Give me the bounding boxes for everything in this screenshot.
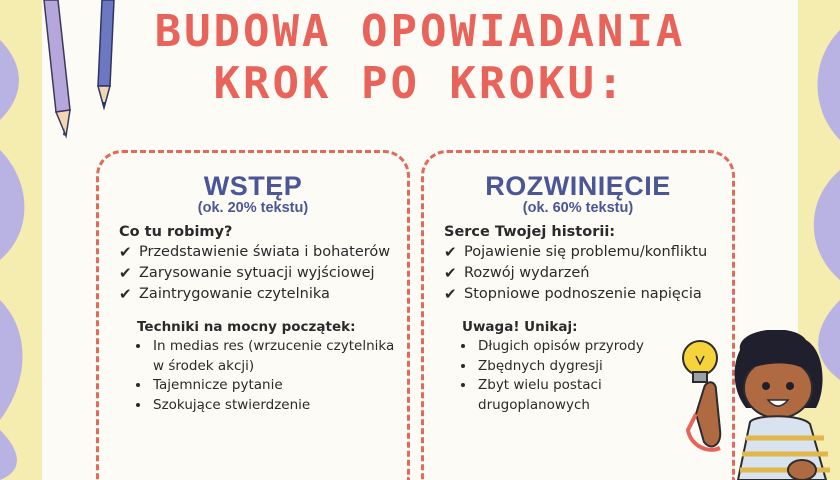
check-icon: ✔ xyxy=(444,285,457,303)
check-item: ✔ Stopniowe podnoszenie napięcia xyxy=(444,285,702,303)
tips-heading: Uwaga! Unikaj: xyxy=(462,319,578,335)
card-lead: Serce Twojej historii: xyxy=(444,224,616,240)
list-item: • Zbyt wielu postaci drugoplanowych xyxy=(476,376,652,415)
check-item: ✔ Rozwój wydarzeń xyxy=(444,264,590,282)
list-item: • Tajemnicze pytanie xyxy=(151,376,407,396)
list-item: • Zbędnych dygresji xyxy=(476,357,652,377)
girl-idea-illustration xyxy=(676,330,840,480)
card-title: ROZWINIĘCIE xyxy=(485,171,671,201)
page-title-line-2: KROK PO KROKU: xyxy=(213,58,627,109)
check-icon: ✔ xyxy=(119,285,132,303)
card-subtitle: (ok. 60% tekstu) xyxy=(522,200,634,216)
check-icon: ✔ xyxy=(444,264,457,282)
check-item: ✔ Zarysowanie sytuacji wyjściowej xyxy=(119,264,375,282)
check-item: ✔ Pojawienie się problemu/konfliktu xyxy=(444,243,708,261)
check-icon: ✔ xyxy=(444,243,457,261)
list-item: • Szokujące stwierdzenie xyxy=(151,396,407,416)
check-icon: ✔ xyxy=(119,264,132,282)
card-subtitle: (ok. 20% tekstu) xyxy=(197,200,309,216)
checklist xyxy=(444,242,732,305)
card-title: WSTĘP xyxy=(203,171,303,201)
lightbulb-icon xyxy=(683,341,717,382)
tips-list xyxy=(466,337,652,415)
card-lead: Co tu robimy? xyxy=(119,224,233,240)
page-title-line-1: BUDOWA OPOWIADANIA xyxy=(154,6,686,57)
check-item: ✔ Przedstawienie świata i bohaterów xyxy=(119,243,391,261)
check-icon: ✔ xyxy=(119,243,132,261)
check-item: ✔ Zaintrygowanie czytelnika xyxy=(119,285,330,303)
tips-heading: Techniki na mocny początek: xyxy=(137,319,356,335)
tips-list xyxy=(141,337,407,415)
checklist xyxy=(119,242,407,305)
list-item: • Długich opisów przyrody xyxy=(476,337,652,357)
list-item: • In medias res (wrzucenie czytelnika w środek akcji) xyxy=(151,337,407,376)
card-wstep xyxy=(96,150,410,480)
